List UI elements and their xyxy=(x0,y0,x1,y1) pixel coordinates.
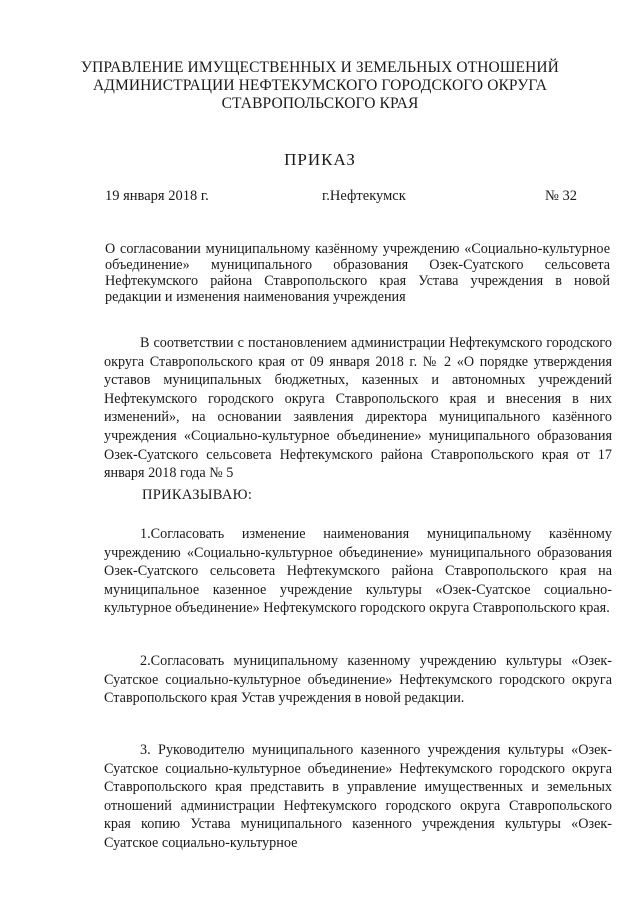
order-item-2: 2.Согласовать муниципальному казенному учреждению культуры «Озек-Суатское социально-культурное объединение» Нефтекумского городского округа Ставропольского края Устав учреждения в новой редакции. xyxy=(104,653,612,707)
order-item-1: 1.Согласовать изменение наименования муниципальному казённому учреждению «Социально-культурное объединение» муниципального образования Озек-Суатского сельсовета Нефтекумского района Ставропольского края на муниципальное казенное учреждение культуры «Озек-Суатское социально-культурное объединение» Нефтекумского городского округа Ставропольского края. xyxy=(104,526,612,617)
preamble-paragraph: В соответствии с постановлением администрации Нефтекумского городского округа Ставропольского края от 09 января 2018 г. № 2 «О порядке утверждения уставов муниципальных бюджетных, казенных и автономных учреждений Нефтекумского городского округа Ставропольского края и внесения в них изменений», на основании заявления директора муниципального казённого учреждения «Социально-культурное объединение» муниципального образования Озек-Суатского сельсовета Нефтекумского района Ставропольского края от 17 января 2018 года № 5 xyxy=(104,335,612,482)
issuer-header xyxy=(60,59,580,113)
order-subject: О согласовании муниципальному казённому учреждению «Социально-культурное объединение» муниципального образования Озек-Суатского сельсовета Нефтекумского района Ставропольского края Устава учреждения в новой редакции и изменения наименования учреждения xyxy=(105,241,610,305)
issuer-line-2: АДМИНИСТРАЦИИ НЕФТЕКУМСКОГО ГОРОДСКОГО ОКРУГА xyxy=(93,77,547,94)
issuer-line-3: СТАВРОПОЛЬСКОГО КРАЯ xyxy=(221,95,419,112)
order-number: № 32 xyxy=(545,188,577,204)
order-city: г.Нефтекумск xyxy=(322,188,406,204)
order-item-3: 3. Руководителю муниципального казенного учреждения культуры «Озек-Суатское социально-культурное объединение» Нефтекумского городского округа Ставропольского края представить в управление имущественных и земельных отношений администрации Нефтекумского городского округа Ставропольского края копию Устава муниципального казенного учреждения культуры «Озек-Суатское социально-культурное xyxy=(104,742,612,851)
document-title: ПРИКАЗ xyxy=(284,150,356,169)
order-date: 19 января 2018 г. xyxy=(105,188,209,204)
issuer-line-1: УПРАВЛЕНИЕ ИМУЩЕСТВЕННЫХ И ЗЕМЕЛЬНЫХ ОТНОШЕНИЙ xyxy=(81,59,559,76)
order-keyword: ПРИКАЗЫВАЮ: xyxy=(142,487,253,503)
